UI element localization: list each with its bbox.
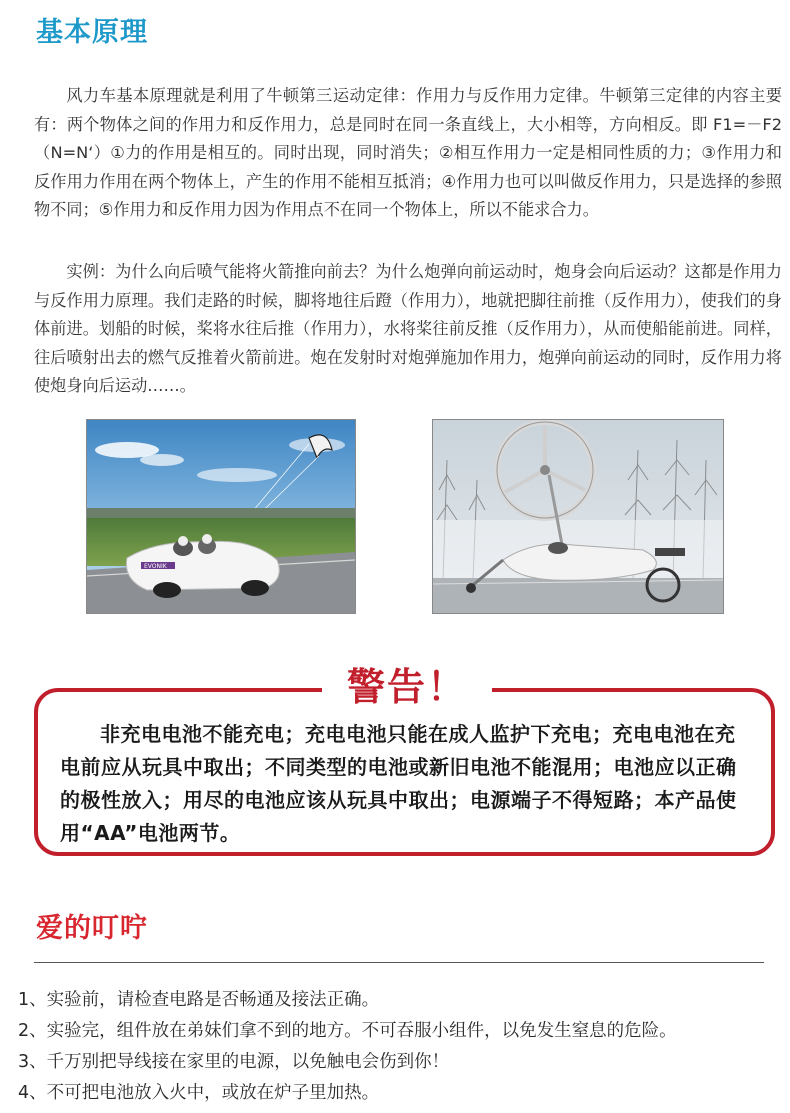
car-logo-text: EVONIK [144, 563, 167, 570]
section-title-basic-principle: 基本原理 [36, 17, 148, 48]
list-item: 4、不可把电池放入火中，或放在炉子里加热。 [18, 1083, 380, 1103]
principle-paragraph: 风力车基本原理就是利用了牛顿第三运动定律：作用力与反作用力定律。牛顿第三定律的内容主要有：两个物体之间的作用力和反作用力，总是同时在同一条直线上，大小相等，方向相反。即 F1=－F2（N=N‘）①力的作用是相互的。同时出现，同时消失；②相互作用力一定是相同性质的力；③作用力和反作用力作用在两个物体上，产生的作用不能相互抵消；④作用力也可以叫做反作用力，只是选择的参照物不同；⑤作用力和反作用力因为作用点不在同一个物体上，所以不能求合力。 [34, 86, 782, 219]
love-notes-list [18, 985, 677, 1109]
example-paragraph: 实例：为什么向后喷气能将火箭推向前去？为什么炮弹向前运动时，炮身会向后运动？这都是作用力与反作用力原理。我们走路的时候，脚将地往后蹬（作用力），地就把脚往前推（反作用力），使我们的身体前进。划船的时候，桨将水往后推（作用力），水将桨往前反推（反作用力），从而使船能前进。同样，往后喷射出去的燃气反推着火箭前进。炮在发射时对炮弹施加作用力，炮弹向前运动的同时，反作用力将使炮身向后运动……。 [34, 262, 782, 395]
section-divider [34, 962, 764, 963]
list-item: 3、千万别把导线接在家里的电源，以免触电会伤到你！ [18, 1052, 450, 1072]
warning-title [322, 662, 492, 712]
list-item: 2、实验完，组件放在弟妹们拿不到的地方。不可吞服小组件，以免发生窒息的危险。 [18, 1021, 677, 1041]
kite-car-photo [86, 419, 356, 614]
section-title-love-notes: 爱的叮咛 [36, 913, 148, 944]
warning-title-text: 警告 [346, 665, 427, 709]
list-item: 1、实验前，请检查电路是否畅通及接法正确。 [18, 990, 380, 1010]
warning-text: 非充电电池不能充电；充电电池只能在成人监护下充电；充电电池在充电前应从玩具中取出；不同类型的电池或新旧电池不能混用；电池应以正确的极性放入；用尽的电池应该从玩具中取出；电源端子不得短路；本产品使用“AA”电池两节。 [60, 722, 737, 845]
warning-exclamation: ！ [427, 665, 468, 709]
wind-turbine-car-photo [432, 419, 724, 614]
